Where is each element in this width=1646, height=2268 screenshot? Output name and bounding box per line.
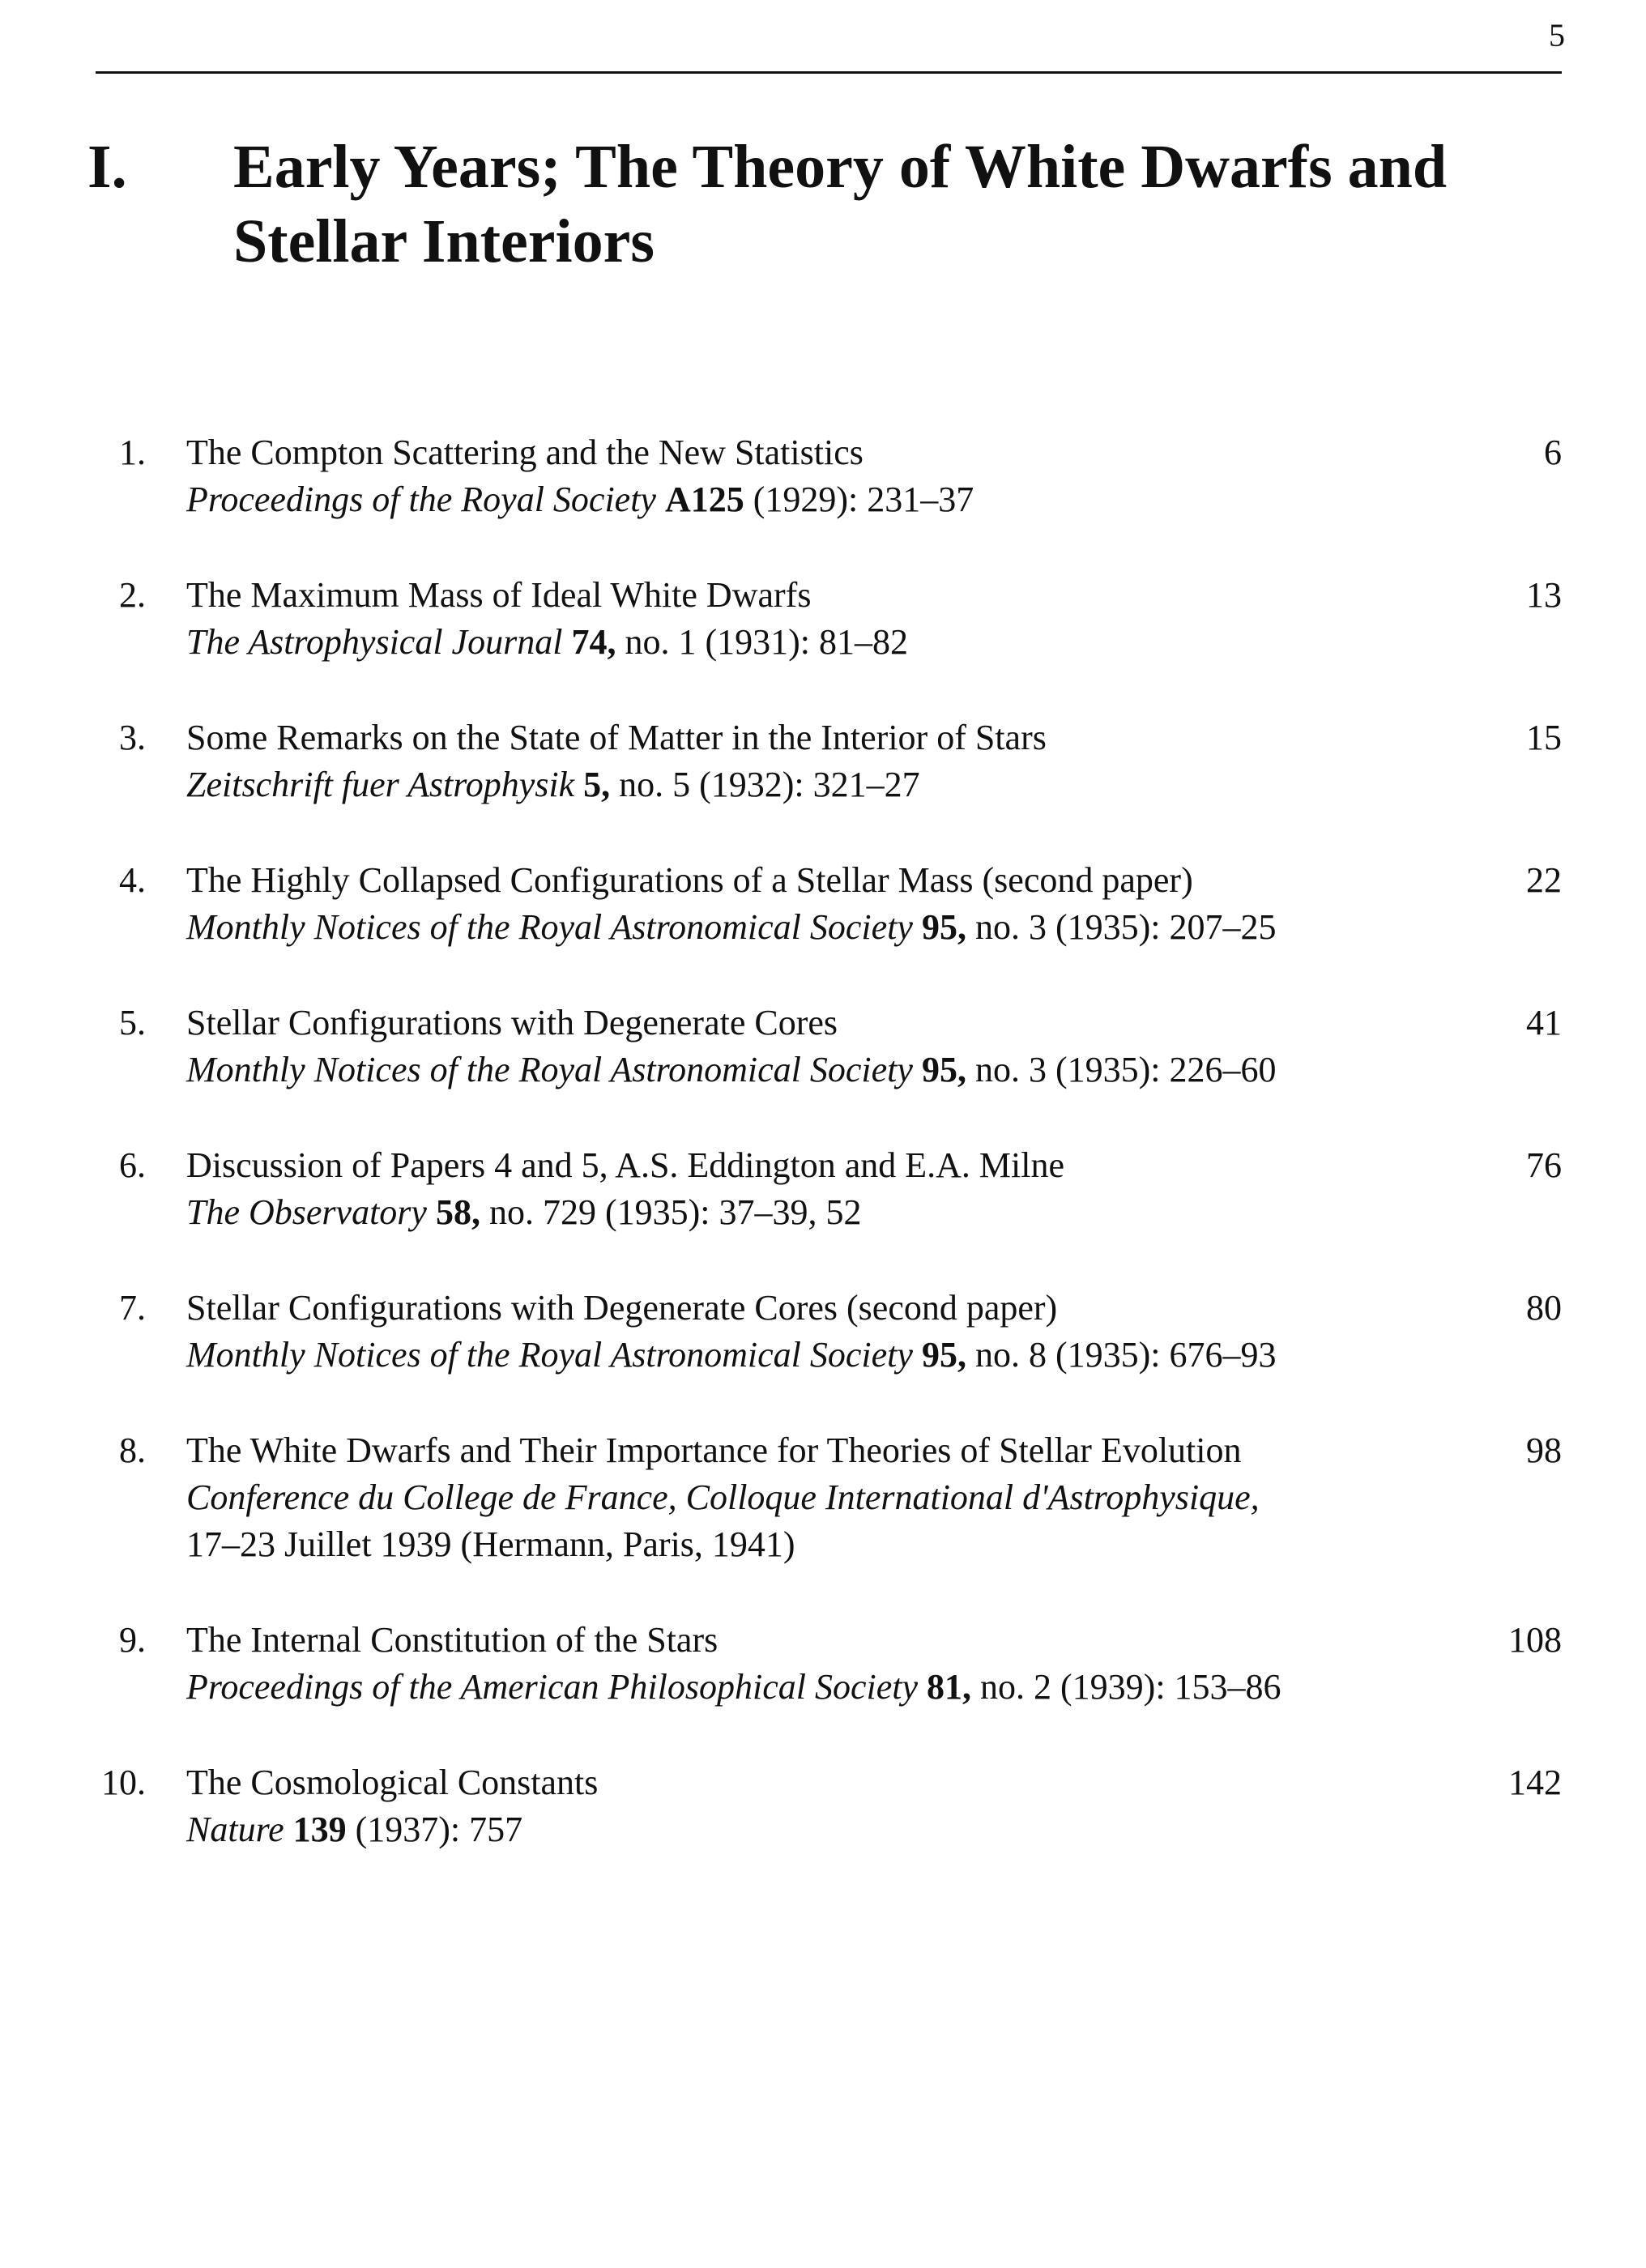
toc-entry-10 xyxy=(89,1759,1562,1853)
entry-page-number: 98 xyxy=(1526,1430,1562,1470)
entry-page-number: 22 xyxy=(1526,860,1562,900)
entry-number: 5. xyxy=(119,1003,146,1042)
journal-name: Conference du College de France, Colloque International d'Astrophysique, xyxy=(186,1477,1260,1517)
header-rule xyxy=(96,71,1562,74)
chapter-numeral: I. xyxy=(87,133,127,201)
entry-page-number: 6 xyxy=(1544,433,1562,472)
volume-number: 95, xyxy=(921,907,966,947)
entry-citation xyxy=(186,1664,1440,1711)
entry-citation xyxy=(186,476,1440,523)
volume-number: 74, xyxy=(571,622,616,662)
entry-page-number: 142 xyxy=(1508,1763,1562,1802)
entry-citation xyxy=(186,1047,1440,1094)
entry-title: Discussion of Papers 4 and 5, A.S. Eddington and E.A. Milne xyxy=(186,1145,1065,1185)
entry-title: Some Remarks on the State of Matter in the Interior of Stars xyxy=(186,718,1047,757)
page-number: 5 xyxy=(1549,17,1565,53)
journal-name: Monthly Notices of the Royal Astronomical Society xyxy=(186,1050,913,1089)
entry-title: The Internal Constitution of the Stars xyxy=(186,1620,719,1660)
entry-title: Stellar Configurations with Degenerate Cores xyxy=(186,1003,838,1042)
entry-title: The Cosmological Constants xyxy=(186,1763,599,1802)
entry-citation xyxy=(186,904,1440,951)
entry-citation xyxy=(186,1806,1440,1853)
entry-body xyxy=(186,714,1440,808)
citation-detail: (1937): 757 xyxy=(346,1810,523,1849)
entry-page-number: 108 xyxy=(1508,1620,1562,1660)
citation-detail: (1929): 231–37 xyxy=(744,480,974,519)
table-of-contents xyxy=(89,429,1562,1902)
toc-entry-8 xyxy=(89,1427,1562,1568)
entry-page-number: 80 xyxy=(1526,1288,1562,1328)
entry-number: 3. xyxy=(119,718,146,757)
entry-title: Stellar Configurations with Degenerate Cores (second paper) xyxy=(186,1288,1058,1328)
journal-name: Monthly Notices of the Royal Astronomical Society xyxy=(186,1335,913,1375)
entry-body xyxy=(186,1427,1440,1568)
entry-citation xyxy=(186,1189,1440,1236)
journal-name: Monthly Notices of the Royal Astronomical Society xyxy=(186,907,913,947)
journal-name: Zeitschrift fuer Astrophysik xyxy=(186,765,575,804)
entry-number: 8. xyxy=(119,1430,146,1470)
entry-title: The Maximum Mass of Ideal White Dwarfs xyxy=(186,575,812,615)
entry-citation xyxy=(186,761,1440,808)
entry-page-number: 76 xyxy=(1526,1145,1562,1185)
entry-body xyxy=(186,857,1440,951)
entry-number: 9. xyxy=(119,1620,146,1660)
journal-name: Proceedings of the Royal Society xyxy=(186,480,656,519)
entry-body xyxy=(186,429,1440,523)
toc-entry-9 xyxy=(89,1617,1562,1711)
entry-body xyxy=(186,1285,1440,1379)
journal-name: The Astrophysical Journal xyxy=(186,622,563,662)
entry-body xyxy=(186,1759,1440,1853)
volume-number: 81, xyxy=(927,1667,972,1707)
entry-citation xyxy=(186,1332,1440,1379)
volume-number: 5, xyxy=(583,765,611,804)
volume-number: 95, xyxy=(921,1335,966,1375)
journal-name: Nature xyxy=(186,1810,284,1849)
citation-detail: 17–23 Juillet 1939 (Hermann, Paris, 1941) xyxy=(186,1524,795,1564)
citation-detail: no. 3 (1935): 207–25 xyxy=(966,907,1277,947)
entry-citation xyxy=(186,619,1440,666)
entry-body xyxy=(186,1617,1440,1711)
entry-body xyxy=(186,1142,1440,1236)
entry-number: 6. xyxy=(119,1145,146,1185)
citation-detail: no. 5 (1932): 321–27 xyxy=(610,765,920,804)
citation-detail: no. 8 (1935): 676–93 xyxy=(966,1335,1277,1375)
toc-entry-6 xyxy=(89,1142,1562,1236)
entry-number: 10. xyxy=(101,1763,146,1802)
entry-page-number: 15 xyxy=(1526,718,1562,757)
toc-entry-5 xyxy=(89,1000,1562,1094)
volume-number: A125 xyxy=(664,480,744,519)
volume-number: 58, xyxy=(435,1192,480,1232)
entry-number: 2. xyxy=(119,575,146,615)
toc-entry-7 xyxy=(89,1285,1562,1379)
entry-title: The Compton Scattering and the New Statistics xyxy=(186,433,864,472)
toc-entry-3 xyxy=(89,714,1562,808)
volume-number: 95, xyxy=(921,1050,966,1089)
toc-entry-1 xyxy=(89,429,1562,523)
entry-page-number: 13 xyxy=(1526,575,1562,615)
citation-detail: no. 3 (1935): 226–60 xyxy=(966,1050,1277,1089)
entry-number: 7. xyxy=(119,1288,146,1328)
entry-title: The White Dwarfs and Their Importance for Theories of Stellar Evolution xyxy=(186,1430,1242,1470)
citation-detail: no. 1 (1931): 81–82 xyxy=(616,622,908,662)
entry-body xyxy=(186,572,1440,666)
entry-body xyxy=(186,1000,1440,1094)
entry-page-number: 41 xyxy=(1526,1003,1562,1042)
citation-detail: no. 729 (1935): 37–39, 52 xyxy=(480,1192,862,1232)
entry-number: 4. xyxy=(119,860,146,900)
journal-name: The Observatory xyxy=(186,1192,427,1232)
entry-number: 1. xyxy=(119,433,146,472)
toc-entry-2 xyxy=(89,572,1562,666)
citation-detail: no. 2 (1939): 153–86 xyxy=(971,1667,1281,1707)
entry-title: The Highly Collapsed Configurations of a Stellar Mass (second paper) xyxy=(186,860,1193,900)
toc-entry-4 xyxy=(89,857,1562,951)
volume-number: 139 xyxy=(292,1810,347,1849)
chapter-title: Early Years; The Theory of White Dwarfs and Stellar Interiors xyxy=(233,133,1448,275)
journal-name: Proceedings of the American Philosophical Society xyxy=(186,1667,919,1707)
